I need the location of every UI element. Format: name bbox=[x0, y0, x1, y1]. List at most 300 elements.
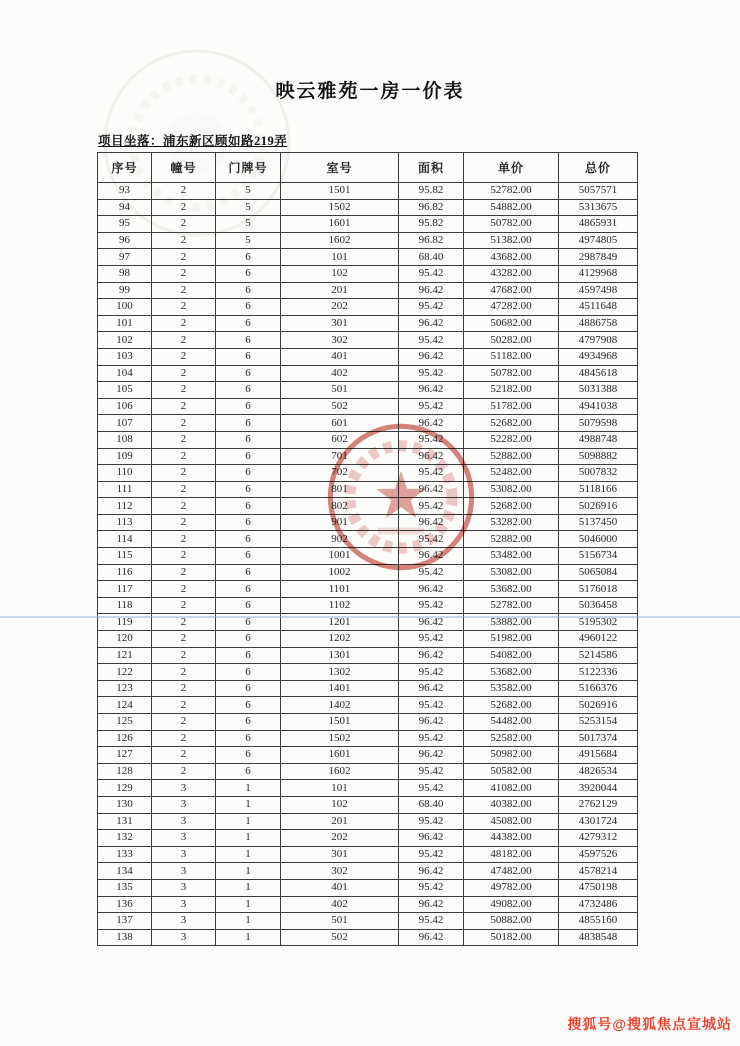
table-row bbox=[98, 597, 638, 614]
table-cell: 120 bbox=[98, 631, 152, 648]
table-cell: 1 bbox=[216, 863, 281, 880]
table-cell: 5098882 bbox=[559, 448, 638, 465]
table-cell: 54482.00 bbox=[464, 714, 559, 731]
table-cell: 2 bbox=[152, 299, 216, 316]
table-cell: 1601 bbox=[281, 747, 399, 764]
table-cell: 50882.00 bbox=[464, 913, 559, 930]
table-cell: 301 bbox=[281, 846, 399, 863]
table-cell: 2 bbox=[152, 183, 216, 200]
table-cell: 116 bbox=[98, 564, 152, 581]
table-cell: 2 bbox=[152, 315, 216, 332]
table-cell: 2 bbox=[152, 548, 216, 565]
table-cell: 401 bbox=[281, 348, 399, 365]
table-cell: 501 bbox=[281, 382, 399, 399]
table-cell: 96.42 bbox=[399, 282, 464, 299]
table-cell: 5214586 bbox=[559, 647, 638, 664]
table-cell: 131 bbox=[98, 813, 152, 830]
table-row bbox=[98, 265, 638, 282]
table-cell: 45082.00 bbox=[464, 813, 559, 830]
table-row bbox=[98, 498, 638, 515]
table-cell: 103 bbox=[98, 348, 152, 365]
table-cell: 1302 bbox=[281, 664, 399, 681]
table-cell: 702 bbox=[281, 465, 399, 482]
table-cell: 52782.00 bbox=[464, 597, 559, 614]
table-cell: 2 bbox=[152, 631, 216, 648]
table-cell: 2 bbox=[152, 647, 216, 664]
table-cell: 1402 bbox=[281, 697, 399, 714]
table-cell: 6 bbox=[216, 747, 281, 764]
table-row bbox=[98, 680, 638, 697]
table-cell: 50282.00 bbox=[464, 332, 559, 349]
table-row bbox=[98, 763, 638, 780]
table-cell: 137 bbox=[98, 913, 152, 930]
table-cell: 1602 bbox=[281, 232, 399, 249]
table-cell: 95.42 bbox=[399, 465, 464, 482]
table-cell: 1401 bbox=[281, 680, 399, 697]
table-cell: 1301 bbox=[281, 647, 399, 664]
table-cell: 53082.00 bbox=[464, 564, 559, 581]
table-row bbox=[98, 332, 638, 349]
table-cell: 1502 bbox=[281, 730, 399, 747]
table-cell: 502 bbox=[281, 929, 399, 946]
table-cell: 2 bbox=[152, 614, 216, 631]
table-cell: 4826534 bbox=[559, 763, 638, 780]
table-cell: 108 bbox=[98, 431, 152, 448]
table-cell: 113 bbox=[98, 514, 152, 531]
table-cell: 1601 bbox=[281, 216, 399, 233]
table-cell: 4865931 bbox=[559, 216, 638, 233]
table-cell: 111 bbox=[98, 481, 152, 498]
table-cell: 5 bbox=[216, 183, 281, 200]
table-cell: 602 bbox=[281, 431, 399, 448]
table-cell: 4750198 bbox=[559, 879, 638, 896]
table-cell: 2 bbox=[152, 365, 216, 382]
table-cell: 5079598 bbox=[559, 415, 638, 432]
table-row bbox=[98, 548, 638, 565]
table-cell: 132 bbox=[98, 830, 152, 847]
table-cell: 401 bbox=[281, 879, 399, 896]
table-cell: 95.82 bbox=[399, 216, 464, 233]
project-location: 项目坐落：浦东新区顾如路219弄 bbox=[98, 134, 288, 148]
table-cell: 2987849 bbox=[559, 249, 638, 266]
table-row bbox=[98, 631, 638, 648]
table-cell: 2 bbox=[152, 564, 216, 581]
table-cell: 801 bbox=[281, 481, 399, 498]
table-cell: 96.42 bbox=[399, 680, 464, 697]
table-cell: 104 bbox=[98, 365, 152, 382]
table-cell: 2 bbox=[152, 581, 216, 598]
table-cell: 5065084 bbox=[559, 564, 638, 581]
table-cell: 402 bbox=[281, 365, 399, 382]
table-cell: 53582.00 bbox=[464, 680, 559, 697]
table-cell: 6 bbox=[216, 348, 281, 365]
table-cell: 96.42 bbox=[399, 348, 464, 365]
table-cell: 128 bbox=[98, 763, 152, 780]
table-cell: 96.42 bbox=[399, 714, 464, 731]
table-cell: 52682.00 bbox=[464, 498, 559, 515]
table-cell: 117 bbox=[98, 581, 152, 598]
table-cell: 502 bbox=[281, 398, 399, 415]
table-cell: 501 bbox=[281, 913, 399, 930]
table-cell: 601 bbox=[281, 415, 399, 432]
table-cell: 3 bbox=[152, 879, 216, 896]
table-cell: 5046000 bbox=[559, 531, 638, 548]
table-cell: 4941038 bbox=[559, 398, 638, 415]
table-cell: 6 bbox=[216, 548, 281, 565]
table-cell: 52582.00 bbox=[464, 730, 559, 747]
table-cell: 5137450 bbox=[559, 514, 638, 531]
column-header: 单价 bbox=[464, 153, 559, 183]
table-cell: 50682.00 bbox=[464, 315, 559, 332]
table-cell: 95.42 bbox=[399, 780, 464, 797]
table-cell: 5007832 bbox=[559, 465, 638, 482]
table-cell: 50182.00 bbox=[464, 929, 559, 946]
table-cell: 4960122 bbox=[559, 631, 638, 648]
table-cell: 1501 bbox=[281, 183, 399, 200]
table-cell: 2 bbox=[152, 714, 216, 731]
table-cell: 96.42 bbox=[399, 863, 464, 880]
table-row bbox=[98, 564, 638, 581]
table-cell: 2762129 bbox=[559, 796, 638, 813]
table-cell: 4886758 bbox=[559, 315, 638, 332]
table-cell: 6 bbox=[216, 763, 281, 780]
table-cell: 4855160 bbox=[559, 913, 638, 930]
document-title: 映云雅苑一房一价表 bbox=[275, 81, 465, 102]
table-cell: 201 bbox=[281, 282, 399, 299]
table-cell: 1 bbox=[216, 913, 281, 930]
table-cell: 6 bbox=[216, 465, 281, 482]
table-cell: 52182.00 bbox=[464, 382, 559, 399]
table-cell: 1501 bbox=[281, 714, 399, 731]
table-cell: 6 bbox=[216, 564, 281, 581]
table-cell: 6 bbox=[216, 514, 281, 531]
table-cell: 135 bbox=[98, 879, 152, 896]
table-cell: 2 bbox=[152, 747, 216, 764]
table-cell: 4732486 bbox=[559, 896, 638, 913]
table-cell: 102 bbox=[281, 796, 399, 813]
table-cell: 4578214 bbox=[559, 863, 638, 880]
table-cell: 54882.00 bbox=[464, 199, 559, 216]
table-row bbox=[98, 481, 638, 498]
table-cell: 50582.00 bbox=[464, 763, 559, 780]
table-cell: 96.82 bbox=[399, 232, 464, 249]
table-cell: 3 bbox=[152, 830, 216, 847]
table-cell: 301 bbox=[281, 315, 399, 332]
table-cell: 6 bbox=[216, 531, 281, 548]
table-cell: 136 bbox=[98, 896, 152, 913]
table-cell: 6 bbox=[216, 597, 281, 614]
table-cell: 50782.00 bbox=[464, 216, 559, 233]
table-cell: 3 bbox=[152, 913, 216, 930]
table-cell: 2 bbox=[152, 448, 216, 465]
table-cell: 105 bbox=[98, 382, 152, 399]
table-cell: 1 bbox=[216, 929, 281, 946]
table-cell: 1 bbox=[216, 830, 281, 847]
table-cell: 2 bbox=[152, 332, 216, 349]
table-cell: 94 bbox=[98, 199, 152, 216]
table-cell: 1 bbox=[216, 846, 281, 863]
table-cell: 99 bbox=[98, 282, 152, 299]
price-table bbox=[97, 152, 638, 946]
table-cell: 95.42 bbox=[399, 498, 464, 515]
table-row bbox=[98, 183, 638, 200]
table-cell: 5122336 bbox=[559, 664, 638, 681]
table-cell: 102 bbox=[281, 265, 399, 282]
table-cell: 101 bbox=[281, 780, 399, 797]
table-cell: 5057571 bbox=[559, 183, 638, 200]
table-row bbox=[98, 448, 638, 465]
table-cell: 6 bbox=[216, 282, 281, 299]
table-row bbox=[98, 647, 638, 664]
table-cell: 1502 bbox=[281, 199, 399, 216]
table-cell: 202 bbox=[281, 299, 399, 316]
table-cell: 2 bbox=[152, 398, 216, 415]
table-cell: 202 bbox=[281, 830, 399, 847]
table-cell: 2 bbox=[152, 664, 216, 681]
table-cell: 6 bbox=[216, 415, 281, 432]
table-cell: 6 bbox=[216, 647, 281, 664]
table-cell: 93 bbox=[98, 183, 152, 200]
table-cell: 53082.00 bbox=[464, 481, 559, 498]
table-cell: 124 bbox=[98, 697, 152, 714]
table-cell: 52482.00 bbox=[464, 465, 559, 482]
table-cell: 68.40 bbox=[399, 249, 464, 266]
table-cell: 302 bbox=[281, 863, 399, 880]
table-cell: 96.42 bbox=[399, 382, 464, 399]
table-row bbox=[98, 846, 638, 863]
table-cell: 3 bbox=[152, 813, 216, 830]
table-cell: 902 bbox=[281, 531, 399, 548]
column-header: 室号 bbox=[281, 153, 399, 183]
table-cell: 6 bbox=[216, 332, 281, 349]
table-cell: 2 bbox=[152, 531, 216, 548]
table-cell: 1201 bbox=[281, 614, 399, 631]
table-cell: 96.42 bbox=[399, 548, 464, 565]
table-cell: 95.42 bbox=[399, 597, 464, 614]
table-cell: 96.42 bbox=[399, 315, 464, 332]
table-cell: 49082.00 bbox=[464, 896, 559, 913]
table-cell: 53682.00 bbox=[464, 664, 559, 681]
table-cell: 95.42 bbox=[399, 265, 464, 282]
table-row bbox=[98, 730, 638, 747]
table-row bbox=[98, 780, 638, 797]
table-cell: 2 bbox=[152, 265, 216, 282]
table-cell: 1 bbox=[216, 780, 281, 797]
table-cell: 119 bbox=[98, 614, 152, 631]
table-cell: 6 bbox=[216, 448, 281, 465]
table-cell: 96.82 bbox=[399, 199, 464, 216]
table-cell: 1002 bbox=[281, 564, 399, 581]
table-cell: 2 bbox=[152, 282, 216, 299]
table-cell: 95.42 bbox=[399, 730, 464, 747]
table-cell: 2 bbox=[152, 498, 216, 515]
column-header: 序号 bbox=[98, 153, 152, 183]
table-cell: 6 bbox=[216, 431, 281, 448]
table-cell: 2 bbox=[152, 199, 216, 216]
column-header: 门牌号 bbox=[216, 153, 281, 183]
table-cell: 5166376 bbox=[559, 680, 638, 697]
table-cell: 96.42 bbox=[399, 614, 464, 631]
table-cell: 5026916 bbox=[559, 697, 638, 714]
table-cell: 52782.00 bbox=[464, 183, 559, 200]
table-cell: 53882.00 bbox=[464, 614, 559, 631]
table-row bbox=[98, 714, 638, 731]
table-cell: 2 bbox=[152, 465, 216, 482]
table-cell: 3 bbox=[152, 846, 216, 863]
table-cell: 95.42 bbox=[399, 531, 464, 548]
table-cell: 51182.00 bbox=[464, 348, 559, 365]
table-cell: 52882.00 bbox=[464, 531, 559, 548]
table-cell: 3 bbox=[152, 863, 216, 880]
table-cell: 5036458 bbox=[559, 597, 638, 614]
table-header-row bbox=[98, 153, 638, 183]
table-cell: 95.42 bbox=[399, 879, 464, 896]
table-cell: 901 bbox=[281, 514, 399, 531]
table-row bbox=[98, 531, 638, 548]
table-cell: 2 bbox=[152, 232, 216, 249]
table-cell: 4279312 bbox=[559, 830, 638, 847]
table-cell: 96.42 bbox=[399, 448, 464, 465]
table-cell: 6 bbox=[216, 664, 281, 681]
table-cell: 101 bbox=[281, 249, 399, 266]
table-cell: 95.42 bbox=[399, 631, 464, 648]
table-row bbox=[98, 830, 638, 847]
table-cell: 133 bbox=[98, 846, 152, 863]
table-cell: 51982.00 bbox=[464, 631, 559, 648]
table-cell: 129 bbox=[98, 780, 152, 797]
table-cell: 96.42 bbox=[399, 830, 464, 847]
table-cell: 6 bbox=[216, 714, 281, 731]
table-cell: 1001 bbox=[281, 548, 399, 565]
table-cell: 2 bbox=[152, 481, 216, 498]
table-cell: 96 bbox=[98, 232, 152, 249]
table-cell: 4974805 bbox=[559, 232, 638, 249]
table-row bbox=[98, 398, 638, 415]
price-table-body bbox=[98, 183, 638, 946]
table-row bbox=[98, 514, 638, 531]
table-cell: 50982.00 bbox=[464, 747, 559, 764]
table-cell: 6 bbox=[216, 680, 281, 697]
table-row bbox=[98, 879, 638, 896]
table-cell: 98 bbox=[98, 265, 152, 282]
table-cell: 102 bbox=[98, 332, 152, 349]
table-cell: 114 bbox=[98, 531, 152, 548]
table-cell: 125 bbox=[98, 714, 152, 731]
table-cell: 4597526 bbox=[559, 846, 638, 863]
table-cell: 5031388 bbox=[559, 382, 638, 399]
table-cell: 5313675 bbox=[559, 199, 638, 216]
table-cell: 5026916 bbox=[559, 498, 638, 515]
table-cell: 97 bbox=[98, 249, 152, 266]
table-cell: 41082.00 bbox=[464, 780, 559, 797]
table-cell: 96.42 bbox=[399, 481, 464, 498]
table-cell: 4597498 bbox=[559, 282, 638, 299]
table-cell: 118 bbox=[98, 597, 152, 614]
table-cell: 201 bbox=[281, 813, 399, 830]
footer-watermark-credit: 搜狐号@搜狐焦点宣城站 bbox=[567, 1016, 732, 1032]
table-cell: 5253154 bbox=[559, 714, 638, 731]
table-row bbox=[98, 747, 638, 764]
table-cell: 1101 bbox=[281, 581, 399, 598]
table-cell: 6 bbox=[216, 697, 281, 714]
table-cell: 95.42 bbox=[399, 813, 464, 830]
table-cell: 52282.00 bbox=[464, 431, 559, 448]
table-cell: 4511648 bbox=[559, 299, 638, 316]
table-row bbox=[98, 232, 638, 249]
table-cell: 96.42 bbox=[399, 647, 464, 664]
table-cell: 5156734 bbox=[559, 548, 638, 565]
table-cell: 47482.00 bbox=[464, 863, 559, 880]
table-cell: 134 bbox=[98, 863, 152, 880]
table-cell: 4934968 bbox=[559, 348, 638, 365]
table-row bbox=[98, 796, 638, 813]
table-cell: 96.42 bbox=[399, 896, 464, 913]
table-cell: 96.42 bbox=[399, 747, 464, 764]
table-row bbox=[98, 348, 638, 365]
table-cell: 53682.00 bbox=[464, 581, 559, 598]
table-cell: 5017374 bbox=[559, 730, 638, 747]
table-cell: 3 bbox=[152, 796, 216, 813]
table-cell: 6 bbox=[216, 614, 281, 631]
table-cell: 43282.00 bbox=[464, 265, 559, 282]
table-cell: 1602 bbox=[281, 763, 399, 780]
table-cell: 107 bbox=[98, 415, 152, 432]
table-cell: 95.42 bbox=[399, 913, 464, 930]
table-row bbox=[98, 199, 638, 216]
table-cell: 95.42 bbox=[399, 365, 464, 382]
table-cell: 6 bbox=[216, 481, 281, 498]
table-cell: 4988748 bbox=[559, 431, 638, 448]
table-cell: 402 bbox=[281, 896, 399, 913]
table-cell: 2 bbox=[152, 348, 216, 365]
table-cell: 53282.00 bbox=[464, 514, 559, 531]
table-cell: 5118166 bbox=[559, 481, 638, 498]
table-cell: 2 bbox=[152, 249, 216, 266]
table-cell: 3920044 bbox=[559, 780, 638, 797]
table-cell: 4915684 bbox=[559, 747, 638, 764]
table-cell: 2 bbox=[152, 216, 216, 233]
table-cell: 4838548 bbox=[559, 929, 638, 946]
column-header: 面积 bbox=[399, 153, 464, 183]
table-row bbox=[98, 299, 638, 316]
table-cell: 126 bbox=[98, 730, 152, 747]
table-cell: 109 bbox=[98, 448, 152, 465]
table-cell: 1 bbox=[216, 896, 281, 913]
table-row bbox=[98, 697, 638, 714]
table-cell: 50782.00 bbox=[464, 365, 559, 382]
table-row bbox=[98, 315, 638, 332]
table-cell: 49782.00 bbox=[464, 879, 559, 896]
table-cell: 95 bbox=[98, 216, 152, 233]
table-cell: 48182.00 bbox=[464, 846, 559, 863]
table-cell: 1 bbox=[216, 796, 281, 813]
table-cell: 110 bbox=[98, 465, 152, 482]
table-cell: 115 bbox=[98, 548, 152, 565]
table-row bbox=[98, 249, 638, 266]
table-cell: 701 bbox=[281, 448, 399, 465]
table-row bbox=[98, 813, 638, 830]
table-cell: 138 bbox=[98, 929, 152, 946]
table-cell: 96.42 bbox=[399, 514, 464, 531]
table-cell: 3 bbox=[152, 929, 216, 946]
table-cell: 3 bbox=[152, 896, 216, 913]
table-cell: 121 bbox=[98, 647, 152, 664]
table-cell: 53482.00 bbox=[464, 548, 559, 565]
table-cell: 106 bbox=[98, 398, 152, 415]
table-cell: 100 bbox=[98, 299, 152, 316]
table-cell: 6 bbox=[216, 365, 281, 382]
table-cell: 802 bbox=[281, 498, 399, 515]
